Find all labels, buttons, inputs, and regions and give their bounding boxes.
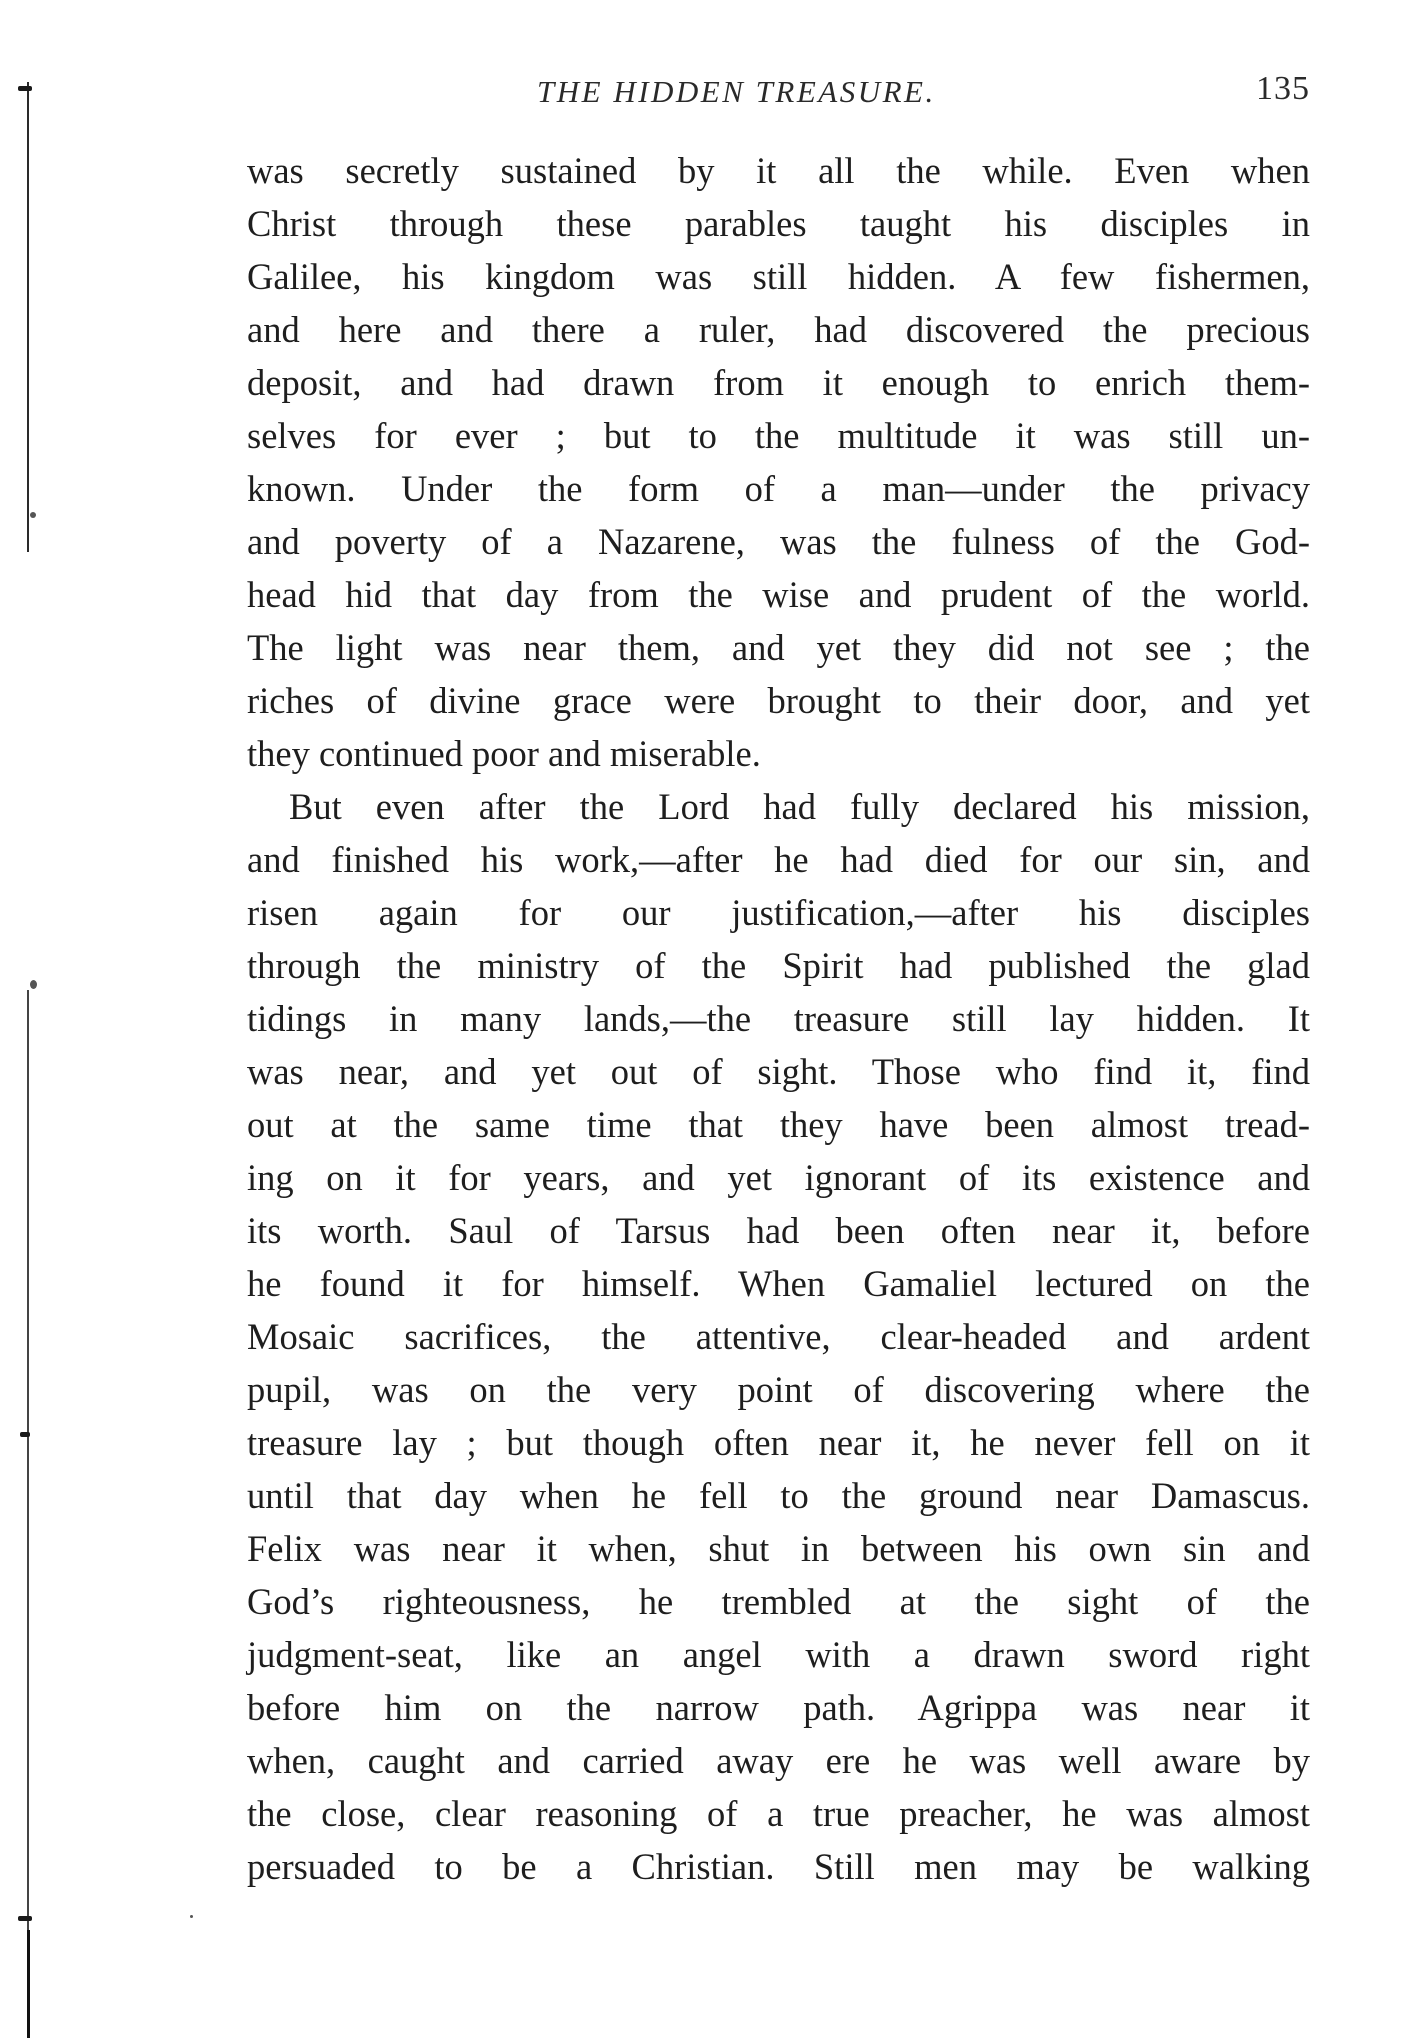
binding-tick-mark (20, 1432, 30, 1437)
binding-edge-mark (27, 82, 29, 552)
text-line: and poverty of a Nazarene, was the fulness of the God- (247, 521, 1310, 562)
text-line: when, caught and carried away ere he was well aware by (247, 1740, 1310, 1781)
text-line: pupil, was on the very point of discovering where the (247, 1369, 1310, 1410)
binding-tick-mark (18, 86, 32, 91)
text-line: judgment-seat, like an angel with a drawn sword right (247, 1634, 1310, 1675)
text-line: and finished his work,—after he had died for our sin, and (247, 839, 1310, 880)
binding-tick-mark (18, 1916, 32, 1921)
text-line: he found it for himself. When Gamaliel lectured on the (247, 1263, 1310, 1304)
text-line: was near, and yet out of sight. Those who find it, find (247, 1051, 1310, 1092)
text-line: Christ through these parables taught his disciples in (247, 203, 1310, 244)
text-line: through the ministry of the Spirit had published the glad (247, 945, 1310, 986)
text-line: treasure lay ; but though often near it, he never fell on it (247, 1422, 1310, 1463)
paragraph-first-line: But even after the Lord had fully declared his mission, (289, 786, 1310, 827)
page-number: 135 (1256, 70, 1310, 107)
text-line: head hid that day from the wise and prudent of the world. (247, 574, 1310, 615)
text-line: Galilee, his kingdom was still hidden. A few fishermen, (247, 256, 1310, 297)
text-line: before him on the narrow path. Agrippa was near it (247, 1687, 1310, 1728)
text-line: ing on it for years, and yet ignorant of its existence and (247, 1157, 1310, 1198)
text-line: Mosaic sacrifices, the attentive, clear-headed and ardent (247, 1316, 1310, 1357)
scan-speck (30, 512, 36, 518)
text-line: Felix was near it when, shut in between his own sin and (247, 1528, 1310, 1569)
binding-edge-mark (27, 1930, 30, 2038)
text-line: until that day when he fell to the ground near Damascus. (247, 1475, 1310, 1516)
text-line: tidings in many lands,—the treasure still lay hidden. It (247, 998, 1310, 1039)
text-line: its worth. Saul of Tarsus had been often near it, before (247, 1210, 1310, 1251)
text-line: deposit, and had drawn from it enough to enrich them- (247, 362, 1310, 403)
scan-speck (190, 1915, 193, 1918)
text-line: known. Under the form of a man—under the privacy (247, 468, 1310, 509)
text-line: and here and there a ruler, had discovered the precious (247, 309, 1310, 350)
scan-speck (30, 980, 37, 989)
text-line: persuaded to be a Christian. Still men may be walking (247, 1846, 1310, 1887)
running-head (247, 66, 1310, 122)
body-text (247, 144, 1310, 1893)
binding-edge-mark (27, 990, 29, 1930)
text-line: risen again for our justification,—after his disciples (247, 892, 1310, 933)
text-line: out at the same time that they have been almost tread- (247, 1104, 1310, 1145)
text-line: selves for ever ; but to the multitude it was still un- (247, 415, 1310, 456)
text-line: the close, clear reasoning of a true preacher, he was almost (247, 1793, 1310, 1834)
text-line: The light was near them, and yet they did not see ; the (247, 627, 1310, 668)
text-line: God’s righteousness, he trembled at the sight of the (247, 1581, 1310, 1622)
text-line: riches of divine grace were brought to their door, and yet (247, 680, 1310, 721)
text-line: was secretly sustained by it all the while. Even when (247, 150, 1310, 191)
running-title: THE HIDDEN TREASURE. (537, 74, 936, 109)
text-line: they continued poor and miserable. (247, 733, 761, 774)
